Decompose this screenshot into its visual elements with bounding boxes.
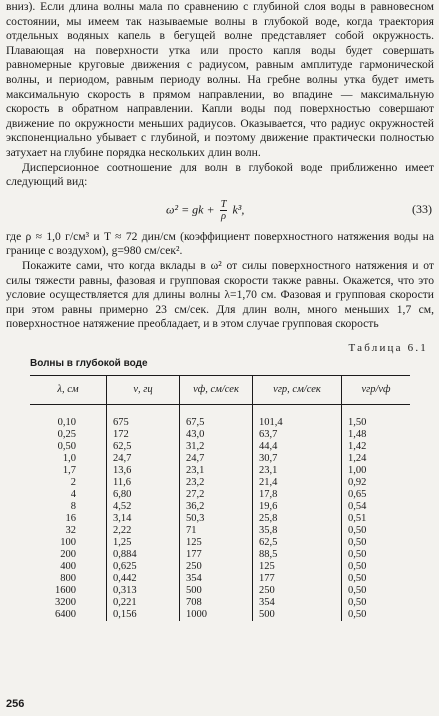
table-row xyxy=(30,609,410,621)
spacer-cell xyxy=(30,404,107,417)
cell-wavelength: 400 xyxy=(60,560,76,572)
cell-wavelength: 1600 xyxy=(55,584,76,596)
table-title: Волны в глубокой воде xyxy=(30,357,148,369)
cell-velocity-ratio: 0,50 xyxy=(342,573,411,585)
cell-wavelength: 1,7 xyxy=(62,464,76,476)
cell-phase-velocity: 71 xyxy=(180,525,253,537)
header-velocity-ratio: vгр/vф xyxy=(342,375,411,404)
cell-frequency: 0,884 xyxy=(107,549,180,561)
cell-phase-velocity: 500 xyxy=(180,585,253,597)
cell-frequency: 4,52 xyxy=(107,501,180,513)
cell-frequency: 11,6 xyxy=(107,477,180,489)
cell-velocity-ratio: 0,50 xyxy=(342,609,411,621)
cell-wavelength: 800 xyxy=(60,572,76,584)
cell-frequency: 0,156 xyxy=(107,609,180,621)
table-row xyxy=(30,573,410,585)
cell-group-velocity: 125 xyxy=(253,561,342,573)
cell-frequency: 6,80 xyxy=(107,489,180,501)
cell-group-velocity: 62,5 xyxy=(253,537,342,549)
table-row xyxy=(30,561,410,573)
cell-wavelength: 0,50 xyxy=(57,440,76,452)
cell-frequency: 3,14 xyxy=(107,513,180,525)
table-row xyxy=(30,597,410,609)
cell-frequency: 13,6 xyxy=(107,465,180,477)
table-row xyxy=(30,537,410,549)
spacer-cell xyxy=(253,404,342,417)
cell-group-velocity: 63,7 xyxy=(253,429,342,441)
cell-phase-velocity: 23,2 xyxy=(180,477,253,489)
table-row xyxy=(30,549,410,561)
header-wavelength: λ, см xyxy=(30,375,107,404)
cell-velocity-ratio: 0,50 xyxy=(342,549,411,561)
cell-wavelength: 3200 xyxy=(55,596,76,608)
cell-wavelength: 16 xyxy=(65,512,76,524)
cell-wavelength: 4 xyxy=(70,488,76,500)
cell-velocity-ratio: 1,00 xyxy=(342,465,411,477)
cell-group-velocity: 19,6 xyxy=(253,501,342,513)
cell-wavelength: 2 xyxy=(70,476,76,488)
spacer-cell xyxy=(342,404,411,417)
dispersion-formula xyxy=(6,192,434,226)
cell-velocity-ratio: 0,54 xyxy=(342,501,411,513)
table-row xyxy=(30,453,410,465)
cell-frequency: 0,221 xyxy=(107,597,180,609)
cell-velocity-ratio: 0,50 xyxy=(342,537,411,549)
cell-velocity-ratio: 0,50 xyxy=(342,597,411,609)
cell-group-velocity: 21,4 xyxy=(253,477,342,489)
cell-frequency: 1,25 xyxy=(107,537,180,549)
table-caption: Таблица 6.1 xyxy=(348,341,428,354)
cell-group-velocity: 23,1 xyxy=(253,465,342,477)
cell-frequency: 0,625 xyxy=(107,561,180,573)
cell-group-velocity: 88,5 xyxy=(253,549,342,561)
cell-velocity-ratio: 0,65 xyxy=(342,489,411,501)
page-number: 256 xyxy=(6,698,25,710)
spacer-cell xyxy=(107,404,180,417)
formula-number: (33) xyxy=(412,201,432,216)
cell-group-velocity: 177 xyxy=(253,573,342,585)
cell-velocity-ratio: 0,50 xyxy=(342,585,411,597)
table-row xyxy=(30,525,410,537)
table-row xyxy=(30,477,410,489)
cell-velocity-ratio: 0,92 xyxy=(342,477,411,489)
table-row xyxy=(30,585,410,597)
cell-group-velocity: 25,8 xyxy=(253,513,342,525)
cell-velocity-ratio: 0,51 xyxy=(342,513,411,525)
header-frequency: ν, гц xyxy=(107,375,180,404)
formula-rhs: k³, xyxy=(232,201,245,216)
paragraph-2: Дисперсионное соотношение для волн в глубокой воде приближенно имеет следующий вид: xyxy=(6,160,434,189)
cell-group-velocity: 354 xyxy=(253,597,342,609)
cell-group-velocity: 35,8 xyxy=(253,525,342,537)
cell-phase-velocity: 125 xyxy=(180,537,253,549)
formula-expression xyxy=(166,199,244,222)
waves-table xyxy=(30,375,410,621)
cell-phase-velocity: 354 xyxy=(180,573,253,585)
cell-group-velocity: 500 xyxy=(253,609,342,621)
cell-frequency: 675 xyxy=(107,417,180,429)
cell-velocity-ratio: 1,48 xyxy=(342,429,411,441)
cell-frequency: 172 xyxy=(107,429,180,441)
table-row xyxy=(30,465,410,477)
cell-frequency: 62,5 xyxy=(107,441,180,453)
paragraph-after-formula: где ρ ≈ 1,0 г/см³ и T ≈ 72 дин/см (коэффициент поверхностного натяжения воды на границе с воздухом), g=980 см/сек². xyxy=(6,229,434,258)
table-row xyxy=(30,429,410,441)
formula-fraction-denominator: ρ xyxy=(220,210,227,222)
table-body xyxy=(30,404,410,621)
cell-velocity-ratio: 1,24 xyxy=(342,453,411,465)
formula-fraction-numerator: T xyxy=(220,198,227,210)
cell-frequency: 0,442 xyxy=(107,573,180,585)
table-row xyxy=(30,501,410,513)
cell-group-velocity: 17,8 xyxy=(253,489,342,501)
header-phase-velocity: vф, см/сек xyxy=(180,375,253,404)
cell-phase-velocity: 67,5 xyxy=(180,417,253,429)
spacer-cell xyxy=(180,404,253,417)
cell-wavelength: 1,0 xyxy=(62,452,76,464)
cell-velocity-ratio: 0,50 xyxy=(342,561,411,573)
paragraph-3: Покажите сами, что когда вклады в ω² от силы поверхностного натяжения и от силы тяжести равны, фазовая и групповая скорости также равны. Окажется, что это условие осуществляется для длины волны λ=1,70 см. Фазовая и групповая скорости при этом равны примерно 23 см/сек. Для длин волн, много меньших 1,7 см, поверхностное натяжение преобладает, и в этом случае групповая скорость xyxy=(6,258,434,331)
table-row xyxy=(30,513,410,525)
cell-group-velocity: 44,4 xyxy=(253,441,342,453)
paragraph-1: вниз). Если длина волны мала по сравнению с глубиной слоя воды в равновесном состоянии, мы имеем так называемые волны в глубокой воде, когда траектория отдельных водяных капель в бегущей волне представляет собой окружность. Плавающая на поверхности утка или просто капля воды будет совершать равномерные круговые движения с радиусом, равным амплитуде гармонической волны, и периодом, равным периоду волны. На гребне волны утка будет иметь максимальную скорость в прямом направлении, во впадине — максимальную скорость в обратном направлении. Капли воды под поверхностью совершают движение по окружности меньших радиусов. Оказывается, что радиус окружностей экспоненциально убывает с глубиной, и поэтому движение практически полностью затухает на глубине порядка нескольких длин волн. xyxy=(6,0,434,159)
table-spacer-row xyxy=(30,404,410,417)
cell-phase-velocity: 23,1 xyxy=(180,465,253,477)
cell-wavelength: 200 xyxy=(60,548,76,560)
cell-frequency: 0,313 xyxy=(107,585,180,597)
cell-group-velocity: 250 xyxy=(253,585,342,597)
cell-velocity-ratio: 1,50 xyxy=(342,417,411,429)
cell-group-velocity: 101,4 xyxy=(253,417,342,429)
body-text-2 xyxy=(6,230,434,332)
cell-phase-velocity: 708 xyxy=(180,597,253,609)
cell-phase-velocity: 250 xyxy=(180,561,253,573)
formula-lhs: ω² = gk + xyxy=(166,201,215,216)
table-row xyxy=(30,417,410,429)
cell-phase-velocity: 24,7 xyxy=(180,453,253,465)
header-group-velocity: vгр, см/сек xyxy=(253,375,342,404)
cell-wavelength: 8 xyxy=(70,500,76,512)
cell-velocity-ratio: 1,42 xyxy=(342,441,411,453)
cell-frequency: 2,22 xyxy=(107,525,180,537)
cell-wavelength: 0,25 xyxy=(57,428,76,440)
table-row xyxy=(30,441,410,453)
table-row xyxy=(30,489,410,501)
cell-wavelength: 100 xyxy=(60,536,76,548)
cell-wavelength: 6400 xyxy=(55,608,76,620)
cell-group-velocity: 30,7 xyxy=(253,453,342,465)
body-text xyxy=(6,0,434,190)
cell-phase-velocity: 27,2 xyxy=(180,489,253,501)
cell-phase-velocity: 1000 xyxy=(180,609,253,621)
cell-phase-velocity: 31,2 xyxy=(180,441,253,453)
cell-phase-velocity: 50,3 xyxy=(180,513,253,525)
formula-fraction xyxy=(220,199,228,222)
book-page xyxy=(6,0,434,716)
cell-phase-velocity: 177 xyxy=(180,549,253,561)
cell-wavelength: 32 xyxy=(65,524,76,536)
cell-velocity-ratio: 0,50 xyxy=(342,525,411,537)
table-header-row xyxy=(30,375,410,404)
cell-frequency: 24,7 xyxy=(107,453,180,465)
cell-wavelength: 0,10 xyxy=(57,416,76,428)
cell-phase-velocity: 43,0 xyxy=(180,429,253,441)
cell-phase-velocity: 36,2 xyxy=(180,501,253,513)
